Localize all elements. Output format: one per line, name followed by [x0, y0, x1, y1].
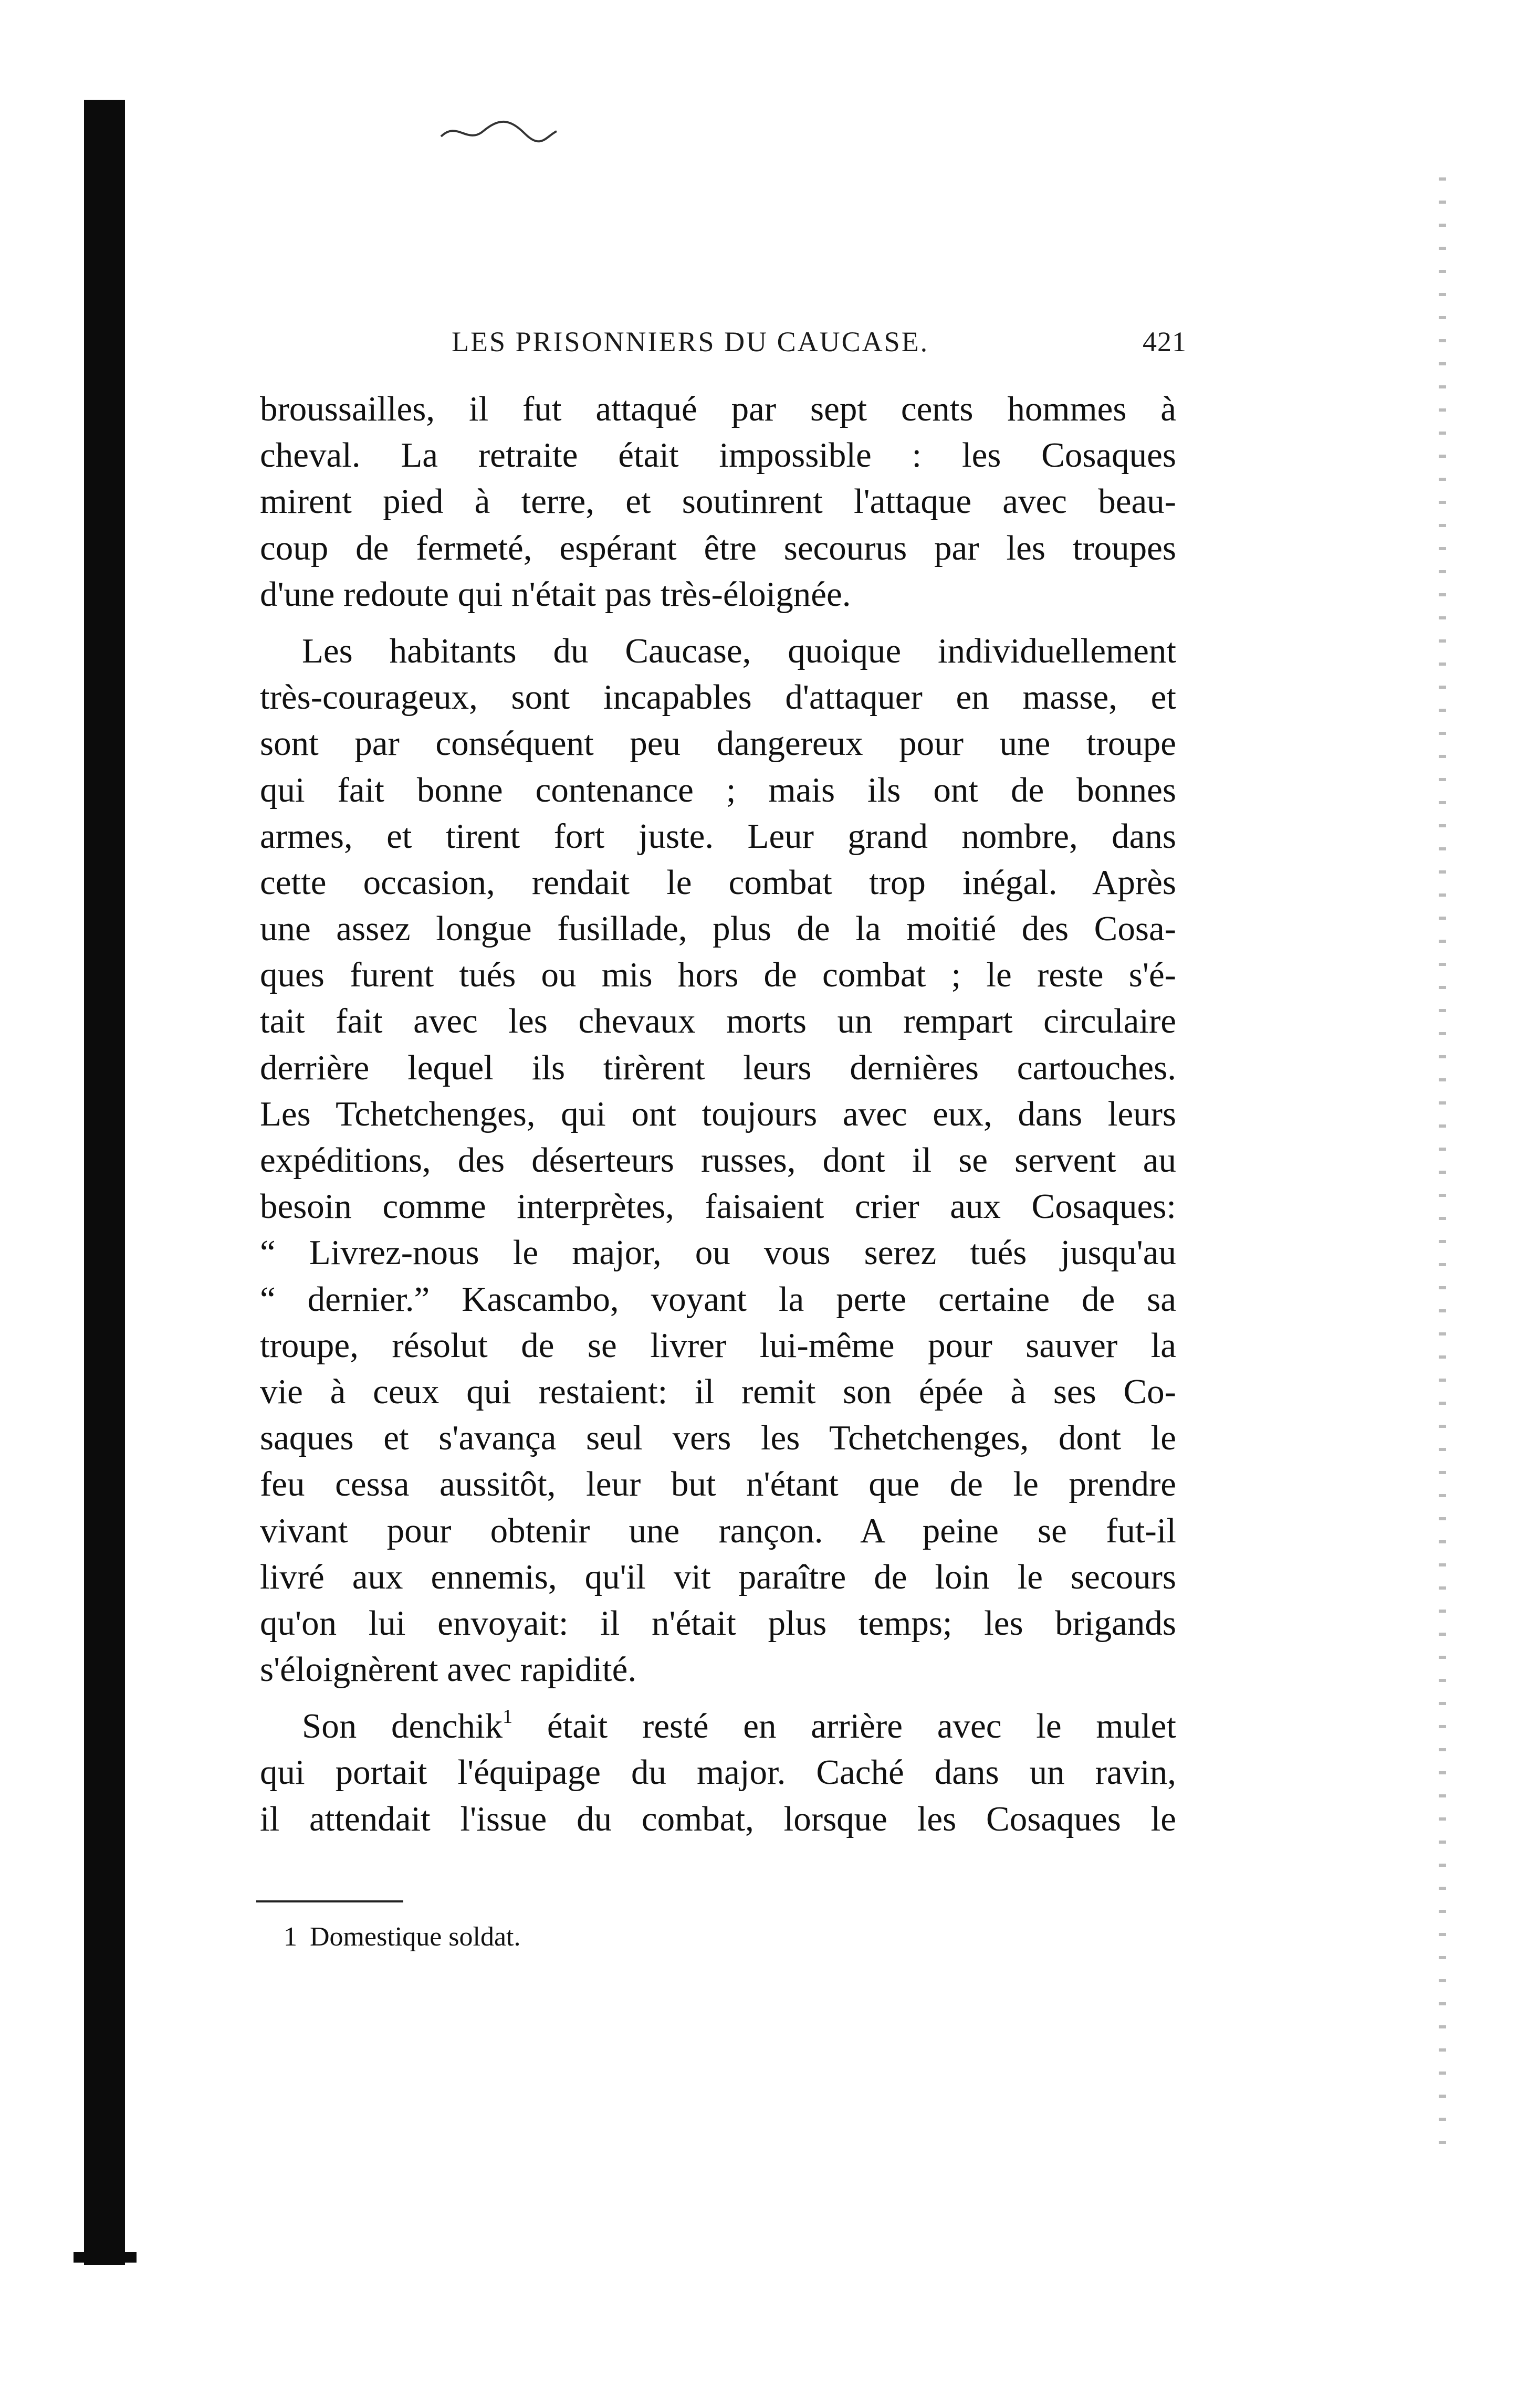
text-line: feu cessa aussitôt, leur but n'étant que de le prendre — [260, 1465, 1176, 1504]
text-line: ques furent tués ou mis hors de combat ; le reste s'é- — [260, 955, 1176, 995]
text-line: cette occasion, rendait le combat trop inégal. Après — [260, 863, 1176, 902]
text-fragment: était resté en arrière avec le mulet — [512, 1707, 1176, 1746]
text-fragment: Son denchik — [302, 1707, 503, 1746]
text-line: broussailles, il fut attaqué par sept cents hommes à — [260, 390, 1176, 428]
running-header — [452, 325, 1187, 367]
text-line: il attendait l'issue du combat, lorsque les Cosaques le — [260, 1799, 1176, 1838]
text-line: tait fait avec les chevaux morts un rempart circulaire — [260, 1002, 1176, 1041]
body-text — [260, 386, 1176, 1842]
text-line: vivant pour obtenir une rançon. A peine se fut-il — [260, 1511, 1176, 1550]
text-line: saques et s'avança seul vers les Tchetchenges, dont le — [260, 1418, 1176, 1458]
text-line: qui portait l'équipage du major. Caché dans un ravin, — [260, 1753, 1176, 1792]
text-line: troupe, résolut de se livrer lui-même pour sauver la — [260, 1326, 1176, 1365]
text-line: très-courageux, sont incapables d'attaquer en masse, et — [260, 678, 1176, 717]
scan-noise-margin — [1439, 157, 1446, 2152]
footnote-number: 1 — [284, 1922, 297, 1952]
text-line: s'éloignèrent avec rapidité. — [260, 1650, 637, 1689]
text-line: une assez longue fusillade, plus de la moitié des Cosa- — [260, 909, 1176, 949]
footnote-rule — [256, 1900, 403, 1902]
text-line: cheval. La retraite était impossible : les Cosaques — [260, 436, 1176, 475]
text-line: Les habitants du Caucase, quoique individuellement — [302, 631, 1176, 670]
text-line: vie à ceux qui restaient: il remit son épée à ses Co- — [260, 1372, 1176, 1411]
text-line: “ dernier.” Kascambo, voyant la perte certaine de sa — [260, 1279, 1176, 1319]
text-line: derrière lequel ils tirèrent leurs dernières cartouches. — [260, 1048, 1176, 1087]
book-binding-foot — [74, 2252, 137, 2263]
text-line: qu'on lui envoyait: il n'était plus temps; les brigands — [260, 1603, 1176, 1643]
paragraph-2 — [260, 628, 1176, 1692]
text-line: d'une redoute qui n'était pas très-éloignée. — [260, 574, 851, 614]
text-line: expéditions, des déserteurs russes, dont il se servent au — [260, 1141, 1176, 1180]
text-line: armes, et tirent fort juste. Leur grand nombre, dans — [260, 816, 1176, 856]
paragraph-1 — [260, 386, 1176, 617]
text-line: “ Livrez-nous le major, ou vous serez tués jusqu'au — [260, 1233, 1176, 1273]
pen-mark-decoration — [436, 115, 562, 147]
text-line: Les Tchetchenges, qui ont toujours avec eux, dans leurs — [260, 1094, 1176, 1133]
text-line: coup de fermeté, espérant être secourus par les troupes — [260, 528, 1176, 567]
book-binding-edge — [84, 100, 125, 2265]
page-number: 421 — [1143, 326, 1187, 357]
footnote-marker: 1 — [503, 1706, 513, 1728]
running-header-title: LES PRISONNIERS DU CAUCASE. — [452, 326, 929, 357]
text-line: qui fait bonne contenance ; mais ils ont de bonnes — [260, 770, 1176, 809]
text-line: besoin comme interprètes, faisaient crier aux Cosaques: — [260, 1187, 1176, 1226]
footnote — [284, 1921, 521, 1952]
text-line: mirent pied à terre, et soutinrent l'attaque avec beau- — [260, 482, 1176, 521]
text-line: sont par conséquent peu dangereux pour une troupe — [260, 724, 1176, 763]
footnote-text: Domestique soldat. — [310, 1922, 521, 1952]
text-line — [260, 1703, 1176, 1749]
paragraph-3 — [260, 1703, 1176, 1842]
text-line: livré aux ennemis, qu'il vit paraître de loin le secours — [260, 1557, 1176, 1596]
